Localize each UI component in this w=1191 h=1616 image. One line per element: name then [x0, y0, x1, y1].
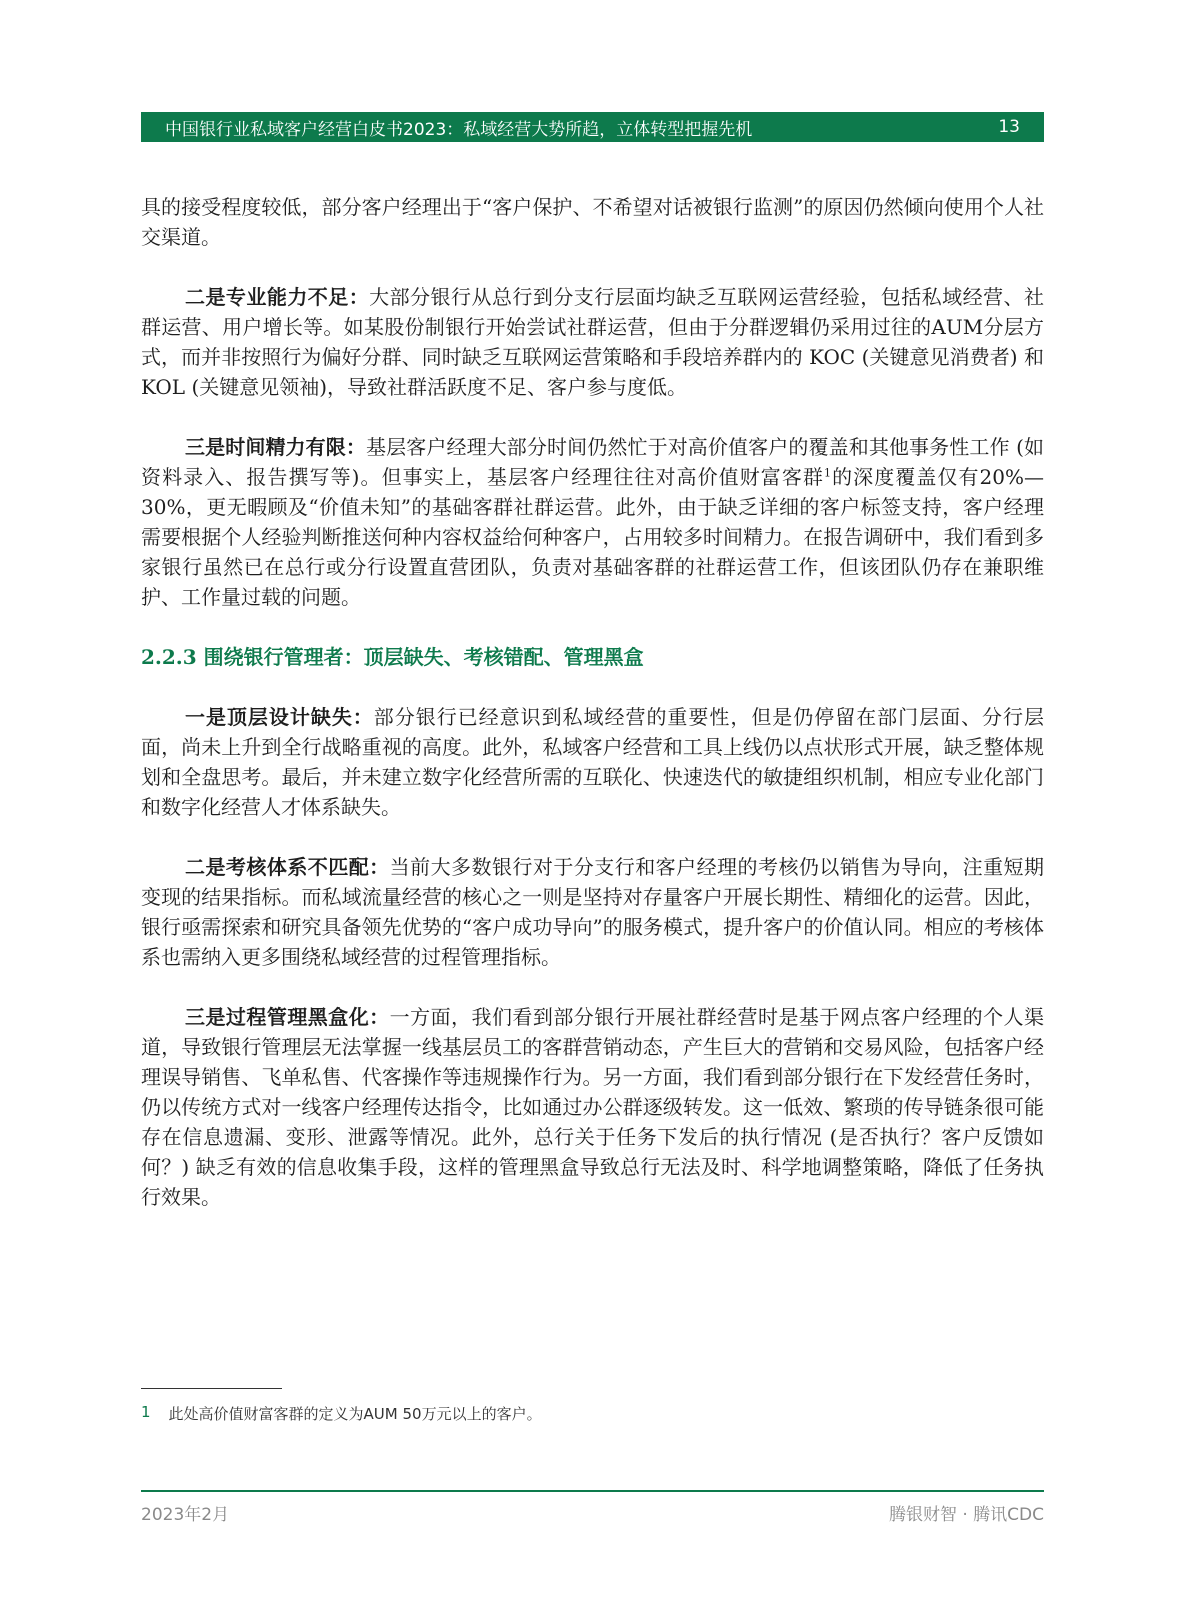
paragraph-lead: 一是顶层设计缺失：: [185, 705, 374, 729]
footnote-divider: [141, 1388, 282, 1389]
paragraph-top-design: [141, 702, 1044, 822]
paragraph-time-energy: [141, 432, 1044, 612]
footer-date: 2023年2月: [141, 1505, 230, 1525]
footnote-reference[interactable]: 1: [824, 466, 832, 480]
footer-divider: [141, 1490, 1044, 1492]
section-heading: 2.2.3 围绕银行管理者：顶层缺失、考核错配、管理黑盒: [141, 645, 644, 669]
page-number: 13: [998, 117, 1020, 137]
page-footer: [141, 1500, 1044, 1525]
header-bar: [141, 112, 1044, 142]
main-content: [141, 192, 1044, 1242]
paragraph-text: 当前大多数银行对于分支行和客户经理的考核仍以销售为导向，注重短期变现的结果指标。而私域流量经营的核心之一则是坚持对存量客户开展长期性、精细化的运营。因此，银行亟需探索和研究具备领先优势的“客户成功导向”的服务模式，提升客户的价值认同。相应的考核体系也需纳入更多围绕私域经营的过程管理指标。: [141, 855, 1045, 969]
paragraph-professional-capability: [141, 282, 1044, 402]
paragraph-assessment: [141, 852, 1044, 972]
paragraph-black-box: [141, 1002, 1044, 1212]
paragraph-text: 基层客户经理大部分时间仍然忙于对高价值客户的覆盖和其他事务性工作 (如资料录入、报告撰写等)。但事实上，基层客户经理往往对高价值财富客群: [141, 435, 1044, 489]
paragraph-text: 大部分银行从总行到分支行层面均缺乏互联网运营经验，包括私域经营、社群运营、用户增长等。如某股份制银行开始尝试社群运营，但由于分群逻辑仍采用过往的AUM分层方式，而并非按照行为偏好分群、同时缺乏互联网运营策略和手段培养群内的 KOC (关键意见消费者) 和 KOL (关键意见领袖)，导致社群活跃度不足、客户参与度低。: [141, 285, 1045, 399]
paragraph-lead: 二是考核体系不匹配：: [185, 855, 390, 879]
paragraph-text: 部分银行已经意识到私域经营的重要性，但是仍停留在部门层面、分行层面，尚未上升到全行战略重视的高度。此外，私域客户经营和工具上线仍以点状形式开展，缺乏整体规划和全盘思考。最后，并未建立数字化经营所需的互联化、快速迭代的敏捷组织机制，相应专业化部门和数字化经营人才体系缺失。: [141, 705, 1045, 819]
paragraph-lead: 三是过程管理黑盒化：: [185, 1005, 390, 1029]
paragraph-text: 的深度覆盖仅有20%—30%，更无暇顾及“价值未知”的基础客群社群运营。此外，由于缺乏详细的客户标签支持，客户经理需要根据个人经验判断推送何种内容权益给何种客户，占用较多时间精力。在报告调研中，我们看到多家银行虽然已在总行或分行设置直营团队，负责对基础客群的社群运营工作，但该团队仍存在兼职维护、工作量过载的问题。: [141, 465, 1045, 609]
footer-publisher: 腾银财智 · 腾讯CDC: [888, 1505, 1044, 1525]
document-title: 中国银行业私域客户经营白皮书2023：私域经营大势所趋，立体转型把握先机: [165, 119, 753, 140]
paragraph-lead: 二是专业能力不足：: [185, 285, 370, 309]
paragraph-continued: 具的接受程度较低，部分客户经理出于“客户保护、不希望对话被银行监测”的原因仍然倾向使用个人社交渠道。: [141, 195, 1044, 249]
paragraph-lead: 三是时间精力有限：: [185, 435, 367, 459]
paragraph-text: 一方面，我们看到部分银行开展社群经营时是基于网点客户经理的个人渠道，导致银行管理层无法掌握一线基层员工的客群营销动态，产生巨大的营销和交易风险，包括客户经理误导销售、飞单私售、代客操作等违规操作行为。另一方面，我们看到部分银行在下发经营任务时，仍以传统方式对一线客户经理传达指令，比如通过办公群逐级转发。这一低效、繁琐的传导链条很可能存在信息遗漏、变形、泄露等情况。此外，总行关于任务下发后的执行情况 (是否执行？客户反馈如何？) 缺乏有效的信息收集手段，这样的管理黑盒导致总行无法及时、科学地调整策略，降低了任务执行效果。: [141, 1005, 1045, 1209]
footnote-number: 1: [141, 1403, 151, 1421]
footnote-text: 此处高价值财富客群的定义为AUM 50万元以上的客户。: [168, 1405, 542, 1423]
footnote: [141, 1403, 542, 1424]
